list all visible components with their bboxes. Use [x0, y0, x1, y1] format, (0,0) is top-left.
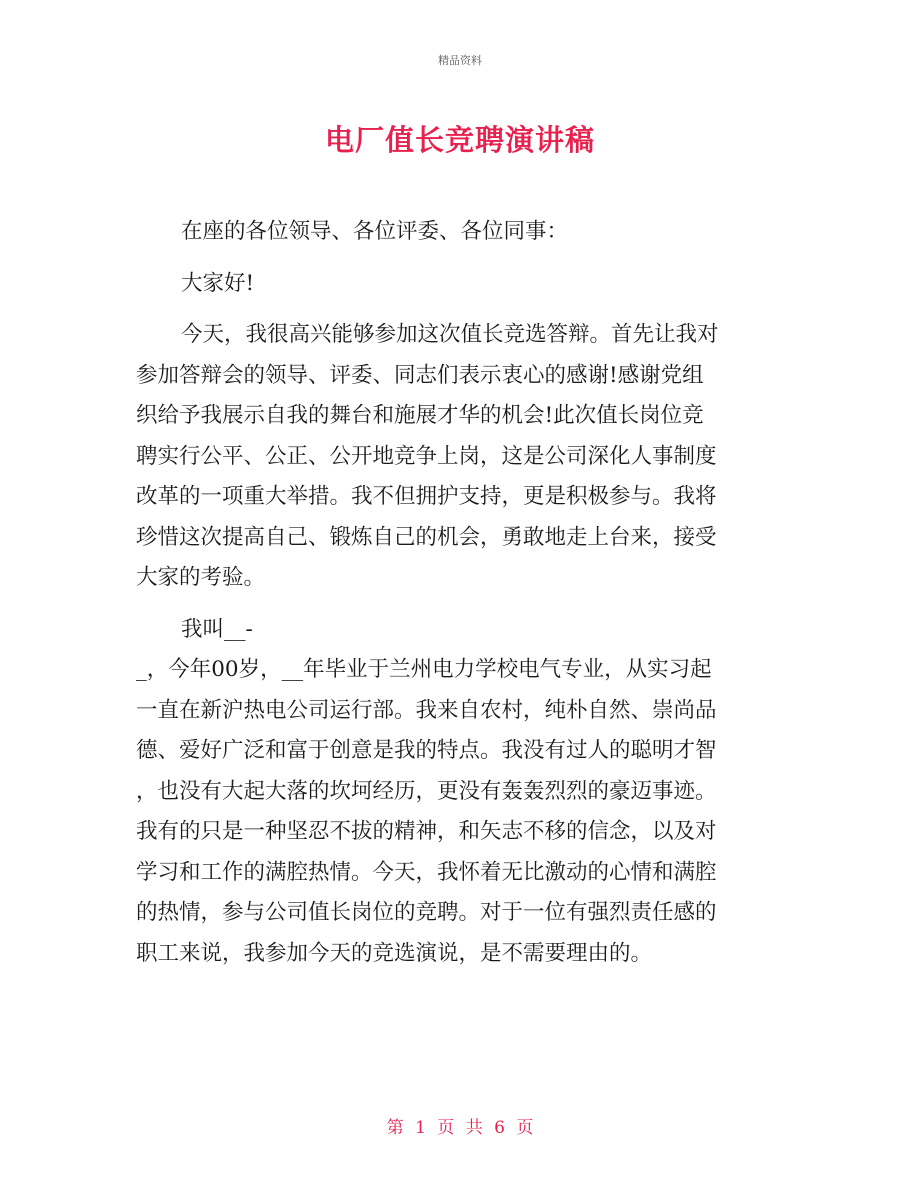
text-line: 一直在新沪热电公司运行部。我来自农村，纯朴自然、崇尚品	[136, 697, 717, 723]
text-line: 参加答辩会的领导、评委、同志们表示衷心的感谢!感谢党组	[136, 362, 704, 388]
paragraph-hello	[136, 264, 786, 305]
document-title: 电厂值长竞聘演讲稿	[324, 123, 595, 157]
page-footer: 第 1 页 共 6 页	[386, 1118, 534, 1138]
text-line: 今天，我很高兴能够参加这次值长竞选答辩。首先让我对	[181, 322, 719, 347]
document-body	[136, 212, 786, 974]
text-line: _，今年00岁，__年毕业于兰州电力学校电气专业，从实习起	[136, 657, 712, 682]
text-line: 我叫__-	[181, 616, 253, 642]
text-line: 在座的各位领导、各位评委、各位同事：	[181, 219, 569, 244]
paragraph-name	[136, 610, 786, 651]
paragraph-intro	[136, 315, 786, 599]
text-line: 改革的一项重大举措。我不但拥护支持，更是积极参与。我将	[136, 484, 717, 509]
text-line: 大家好!	[181, 270, 255, 296]
text-line: 我有的只是一种坚忍不拔的精神，和矢志不移的信念，以及对	[136, 819, 717, 844]
text-line: 织给予我展示自我的舞台和施展才华的机会!此次值长岗位竞	[136, 403, 704, 428]
page-header: 精品资料	[438, 54, 482, 67]
text-line: 珍惜这次提高自己、锻炼自己的机会，勇敢地走上台来，接受	[136, 524, 717, 550]
text-line: 的热情，参与公司值长岗位的竞聘。对于一位有强烈责任感的	[136, 900, 717, 925]
text-line: 学习和工作的满腔热情。今天，我怀着无比激动的心情和满腔	[136, 859, 717, 885]
paragraph-greeting	[136, 212, 786, 253]
text-line: 职工来说，我参加今天的竞选演说，是不需要理由的。	[136, 940, 653, 966]
text-line: 大家的考验。	[136, 565, 266, 590]
paragraph-self-introduction	[136, 650, 786, 974]
text-line: 德、爱好广泛和富于创意是我的特点。我没有过人的聪明才智	[136, 738, 717, 763]
text-line: ，也没有大起大落的坎坷经历，更没有轰轰烈烈的豪迈事迹。	[136, 778, 717, 804]
text-line: 聘实行公平、公正、公开地竞争上岗，这是公司深化人事制度	[136, 443, 717, 469]
